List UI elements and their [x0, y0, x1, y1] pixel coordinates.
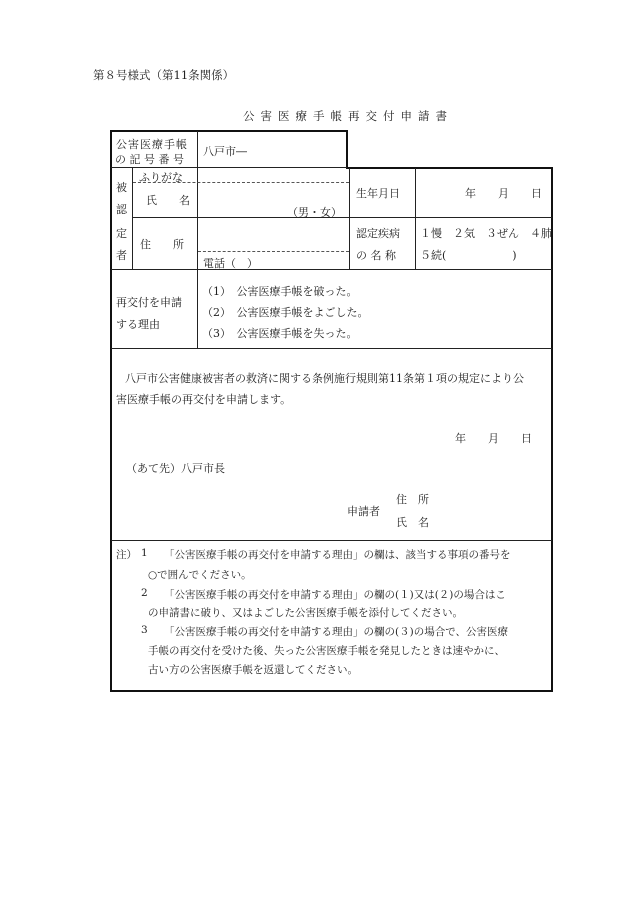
code-label-line2: の 記 号 番 号 — [115, 153, 184, 166]
divider-certified-col — [132, 168, 133, 269]
form-border-top — [110, 130, 348, 132]
sex-option: （男・女） — [287, 206, 342, 219]
divider-reason-top — [111, 269, 552, 270]
note-2-line-1: 「公害医療手帳の再交付を申請する理由」の欄の(１)又は(２)の場合はこ — [164, 589, 506, 601]
disease-label-line1: 認定疾病 — [356, 227, 400, 240]
phone-divider — [198, 251, 349, 252]
note-2-line-2: の申請書に破り、又はよごした公害医療手帳を添付してください。 — [148, 607, 463, 619]
form-border-upper-right — [346, 167, 553, 169]
phone-label: 電話（ ） — [203, 257, 258, 270]
note-3-line-2: 手帳の再交付を受けた後、失った公害医療手帳を発見したときは速やかに、 — [148, 645, 505, 657]
divider-right-label-col — [415, 168, 416, 269]
reason-label-line2: する理由 — [116, 318, 160, 331]
reason-option-2: （2） 公害医療手帳をよごした。 — [202, 306, 369, 319]
note-3-number: 3 — [141, 624, 148, 636]
note-1-number: 1 — [141, 547, 148, 559]
note-1-line-2: ○で囲んでください。 — [148, 569, 252, 581]
divider-code — [111, 167, 347, 168]
certified-label-char-3: 定 — [116, 227, 127, 240]
form-border-code-right — [346, 130, 348, 168]
note-1-line-1: 「公害医療手帳の再交付を申請する理由」の欄は、該当する事項の番号を — [164, 549, 511, 561]
name-label: 氏 名 — [146, 194, 190, 207]
divider-label-col — [197, 168, 198, 269]
divider-code-label — [197, 131, 198, 168]
notes-prefix: 注） — [116, 549, 137, 561]
disease-options-line1: １慢 ２気 ３ぜん ４肺 — [420, 227, 552, 240]
disease-label-line2: の 名 称 — [356, 249, 396, 262]
applicant-name-label: 氏 名 — [396, 516, 429, 529]
note-3-line-3: 古い方の公害医療手帳を返還してください。 — [148, 664, 358, 676]
note-3-line-1: 「公害医療手帳の再交付を申請する理由」の欄の(３)の場合で、公害医療 — [164, 626, 508, 638]
divider-middle-col — [349, 168, 350, 269]
applicant-label: 申請者 — [347, 505, 380, 518]
reason-option-1: （1） 公害医療手帳を破った。 — [202, 285, 358, 298]
birthdate-value: 年 月 日 — [465, 187, 542, 200]
applicant-address-label: 住 所 — [396, 493, 429, 506]
furigana-label: ふりがな — [139, 171, 183, 184]
certified-label-char-2: 認 — [116, 203, 127, 216]
address-label: 住 所 — [140, 238, 184, 251]
disease-options-line2: ５続( ) — [420, 249, 517, 262]
reason-option-3: （3） 公害医療手帳を失った。 — [202, 327, 358, 340]
reason-label-line1: 再交付を申請 — [116, 296, 182, 309]
form-border-left — [110, 130, 112, 692]
addressee: （あて先）八戸市長 — [126, 462, 225, 475]
divider-name-address — [133, 217, 552, 218]
divider-reason-bottom — [111, 348, 552, 349]
divider-reason-label — [197, 270, 198, 348]
page-title: 公害医療手帳再交付申請書 — [243, 109, 453, 123]
birthdate-label: 生年月日 — [356, 187, 400, 200]
divider-notes — [111, 540, 552, 541]
form-border-right — [551, 167, 553, 692]
statement-line-1: 八戸市公害健康被害者の救済に関する条例施行規則第11条第１項の規定により公 — [125, 372, 524, 385]
code-value: 八戸市― — [203, 145, 247, 158]
certified-label-char-1: 被 — [116, 181, 127, 194]
form-border-bottom — [110, 690, 553, 692]
certified-label-char-4: 者 — [116, 249, 127, 262]
statement-date: 年 月 日 — [455, 432, 532, 445]
note-2-number: 2 — [141, 587, 148, 599]
form-number: 第８号様式（第11条関係） — [93, 68, 235, 82]
statement-line-2: 害医療手帳の再交付を申請します。 — [116, 393, 292, 406]
code-label-line1: 公害医療手帳 — [116, 138, 188, 151]
